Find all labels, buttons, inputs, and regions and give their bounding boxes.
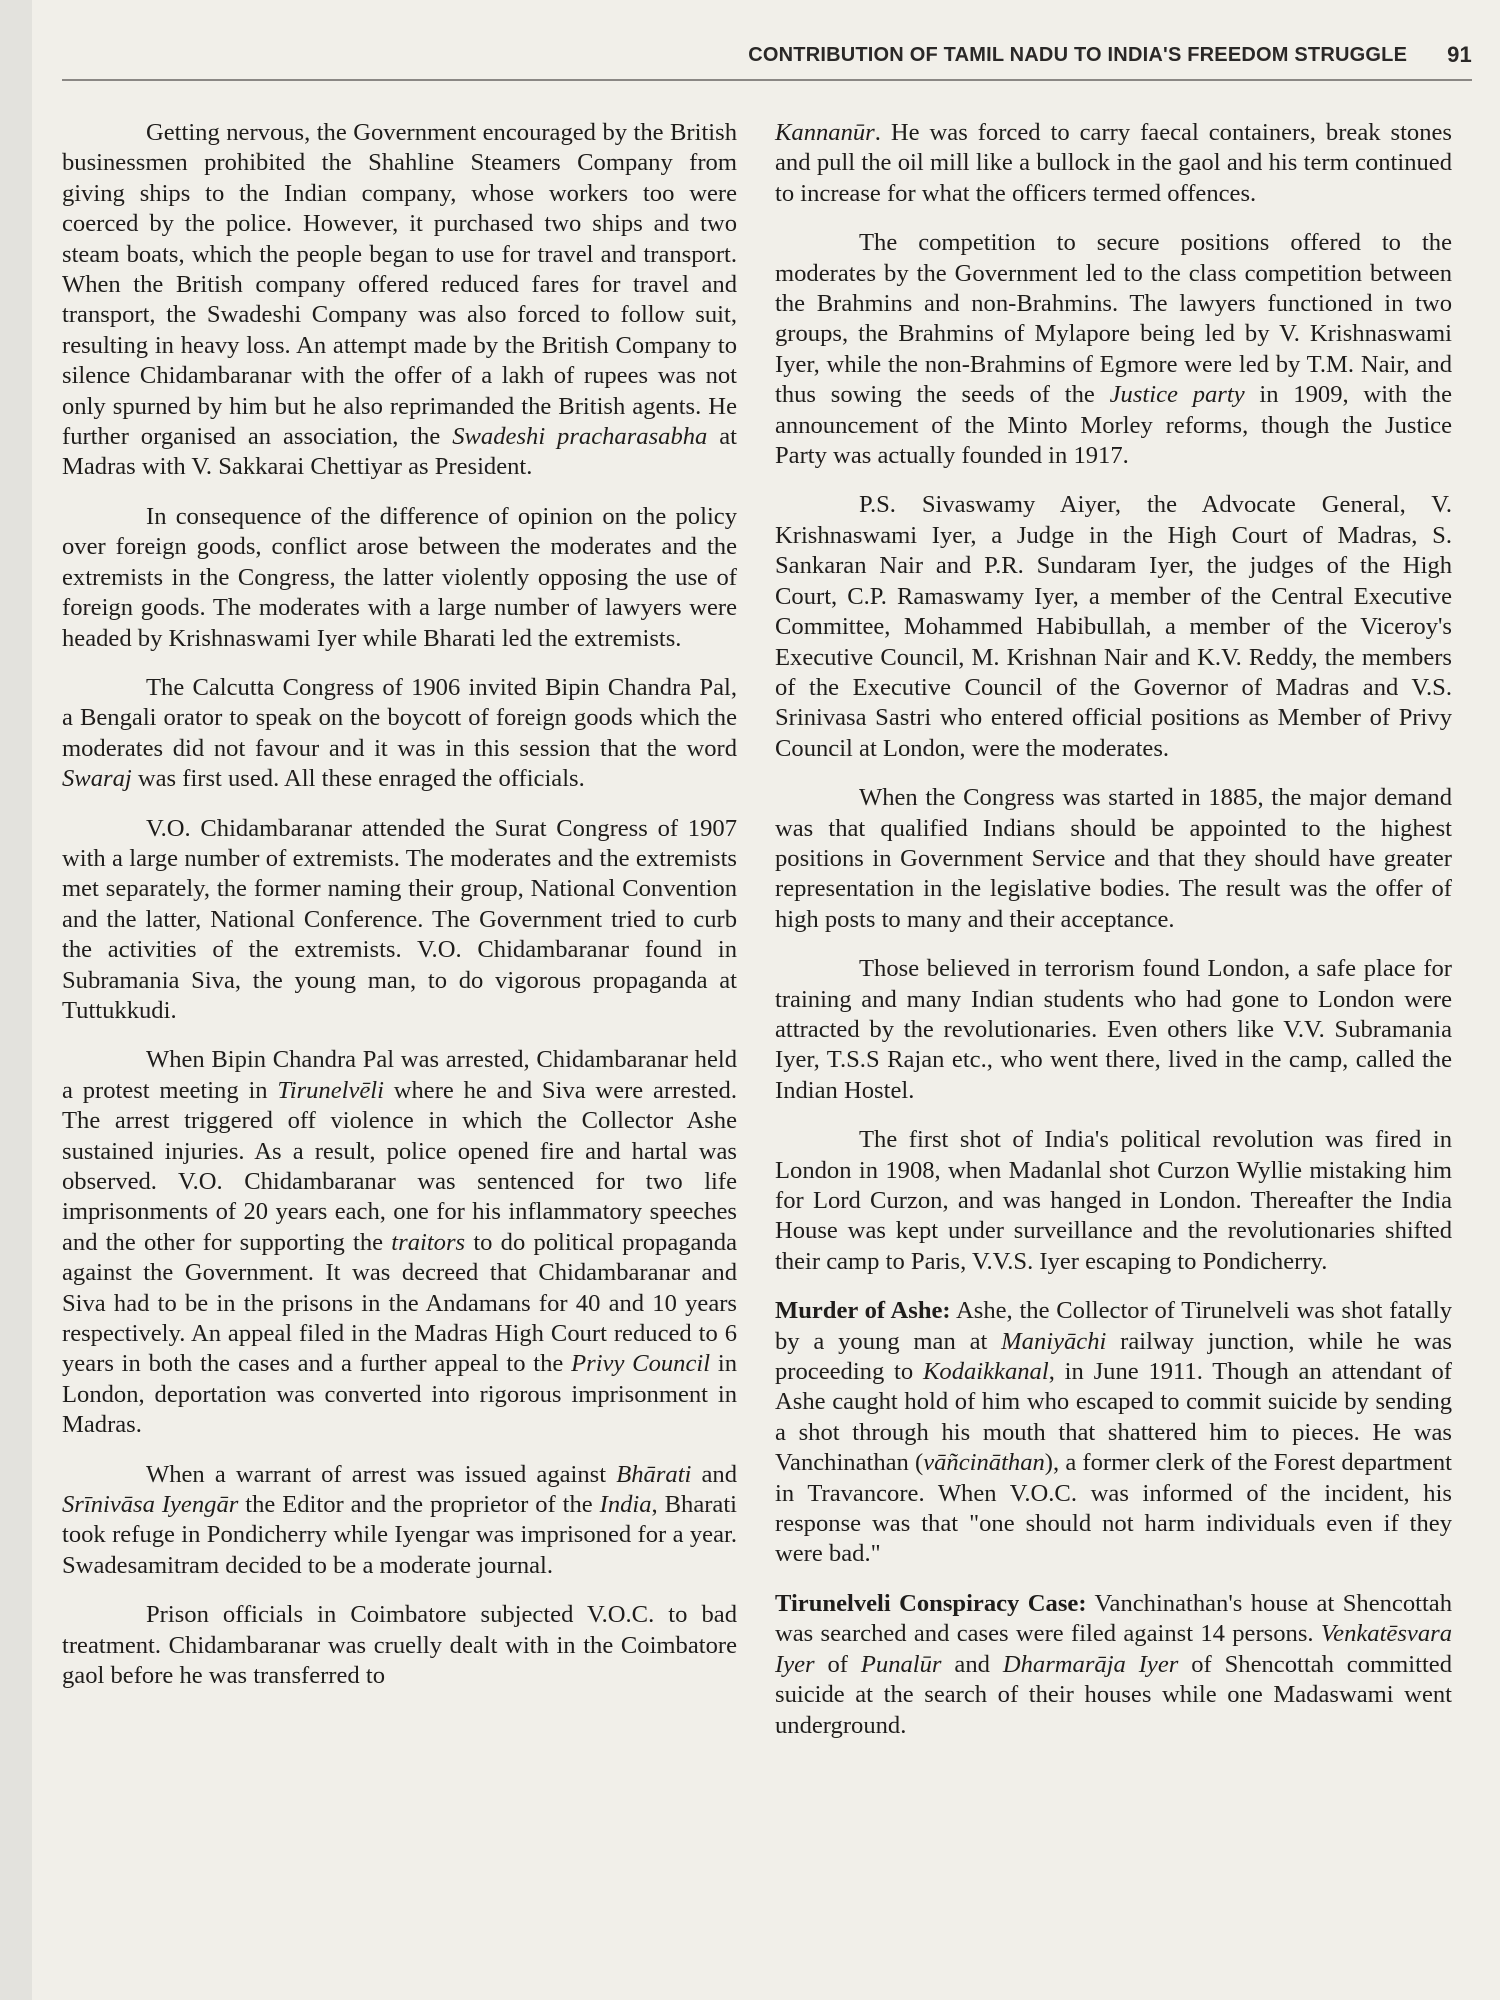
- paragraph: The Calcutta Congress of 1906 invited Bipin Chandra Pal, a Bengali orator to speak on the boycott of foreign goods which the moderates did not favour and it was in this session that the word Swaraj was first used. All these enraged the officials.: [62, 673, 737, 793]
- paragraph: V.O. Chidambaranar attended the Surat Congress of 1907 with a large number of extremists. The moderates and the extremists met separately, the former naming their group, National Convention and the latter, National Conference. The Government tried to curb the activities of the extremists. V.O. Chidambaranar found in Subramania Siva, the young man, to do vigorous propaganda at Tuttukkudi.: [62, 814, 737, 1024]
- paragraph: The competition to secure positions offered to the moderates by the Government led to the class competition between the Brahmins and non-Brahmins. The lawyers functioned in two groups, the Brahmins of Mylapore being led by V. Krishnaswami Iyer, while the non-Brahmins of Egmore were led by T.M. Nair, and thus sowing the seeds of the Justice party in 1909, with the announcement of the Minto Morley reforms, though the Justice Party was actually founded in 1917.: [775, 229, 1452, 470]
- header-rule: [62, 79, 1472, 81]
- section-paragraph: Tirunelveli Conspiracy Case: Vanchinathan's house at Shencottah was searched and cases were filed against 14 persons. Venkatēsvara Iyer of Punalūr and Dharmarāja Iyer of Shencottah committed suicide at the search of their houses while one Madaswami went underground.: [775, 1589, 1453, 1739]
- paragraph: Those believed in terrorism found London, a safe place for training and many Indian students who had gone to London were attracted by the revolutionaries. Even others like V.V. Subramania Iyer, T.S.S Rajan etc., who went there, lived in the camp, called the Indian Hostel.: [775, 955, 1452, 1104]
- section-heading: Murder of Ashe:: [775, 1297, 951, 1325]
- book-page: [32, 0, 1500, 2000]
- left-column: [62, 118, 737, 1711]
- paragraph: When Bipin Chandra Pal was arrested, Chidambaranar held a protest meeting in Tirunelvēli where he and Siva were arrested. The arrest triggered off violence in which the Collector Ashe sustained injuries. As a result, police opened fire and hartal was observed. V.O. Chidambaranar was sentenced for two life imprisonments of 20 years each, one for his inflammatory speeches and the other for supporting the traitors to do political propaganda against the Government. It was decreed that Chidambaranar and Siva had to be in the prisons in the Andamans for 40 and 10 years respectively. An appeal filed in the Madras High Court reduced to 6 years in both the cases and a further appeal to the Privy Council in London, deportation was converted into rigorous imprisonment in Madras.: [62, 1046, 737, 1439]
- paragraph: When the Congress was started in 1885, the major demand was that qualified Indians should be appointed to the highest positions in Government Service and that they should have greater representation in the legislative bodies. The result was the offer of high posts to many and their acceptance.: [775, 784, 1452, 933]
- running-header: [632, 40, 1472, 70]
- paragraph: When a warrant of arrest was issued against Bhārati and Srīnivāsa Iyengār the Editor and the proprietor of the India, Bharati took refuge in Pondicherry while Iyengar was imprisoned for a year. Swadesamitram decided to be a moderate journal.: [62, 1460, 738, 1579]
- paragraph: Prison officials in Coimbatore subjected V.O.C. to bad treatment. Chidambaranar was cruelly dealt with in the Coimbatore gaol before he was transferred to: [62, 1601, 737, 1690]
- paragraph: Getting nervous, the Government encouraged by the British businessmen prohibited the Shahline Steamers Company from giving ships to the Indian company, whose workers too were coerced by the police. However, it purchased two ships and two steam boats, which the people began to use for travel and transport. When the British company offered reduced fares for travel and transport, the Swadeshi Company was also forced to follow suit, resulting in heavy loss. An attempt made by the British Company to silence Chidambaranar with the offer of a lakh of rupees was not only spurned by him but he also reprimanded the British agents. He further organised an association, the Swadeshi pracharasabha at Madras with V. Sakkarai Chettiyar as President.: [62, 119, 737, 481]
- paragraph: P.S. Sivaswamy Aiyer, the Advocate General, V. Krishnaswami Iyer, a Judge in the High Court of Madras, S. Sankaran Nair and P.R. Sundaram Iyer, the judges of the High Court, C.P. Ramaswamy Iyer, a member of the Central Executive Committee, Mohammed Habibullah, a member of the Viceroy's Executive Council, M. Krishnan Nair and K.V. Reddy, the members of the Executive Council of the Governor of Madras and V.S. Srinivasa Sastri who entered official positions as Member of Privy Council at London, were the moderates.: [775, 491, 1452, 762]
- section-heading: Tirunelveli Conspiracy Case:: [775, 1589, 1087, 1617]
- right-column: [775, 118, 1452, 1760]
- running-title: CONTRIBUTION OF TAMIL NADU TO INDIA'S FREEDOM STRUGGLE: [748, 43, 1408, 66]
- paragraph: Kannanūr. He was forced to carry faecal containers, break stones and pull the oil mill like a bullock in the gaol and his term continued to increase for what the officers termed offences.: [775, 119, 1452, 207]
- paragraph: In consequence of the difference of opinion on the policy over foreign goods, conflict arose between the moderates and the extremists in the Congress, the latter violently opposing the use of foreign goods. The moderates with a large number of lawyers were headed by Krishnaswami Iyer while Bharati led the extremists.: [62, 502, 737, 652]
- paragraph: The first shot of India's political revolution was fired in London in 1908, when Madanlal shot Curzon Wyllie mistaking him for Lord Curzon, and was hanged in London. Thereafter the India House was kept under surveillance and the revolutionaries shifted their camp to Paris, V.V.S. Iyer escaping to Pondicherry.: [775, 1126, 1452, 1275]
- page-number: 91: [1447, 42, 1472, 67]
- section-paragraph: Murder of Ashe: Ashe, the Collector of Tirunelveli was shot fatally by a young man at Maniyāchi railway junction, while he was proceeding to Kodaikkanal, in June 1911. Though an attendant of Ashe caught hold of him who escaped to commit suicide by sending a shot through his mouth that shattered him to pieces. He was Vanchinathan (vāñcināthan), a former clerk of the Forest department in Travancore. When V.O.C. was informed of the incident, his response was that "one should not harm individuals even if they were bad.": [775, 1297, 1453, 1568]
